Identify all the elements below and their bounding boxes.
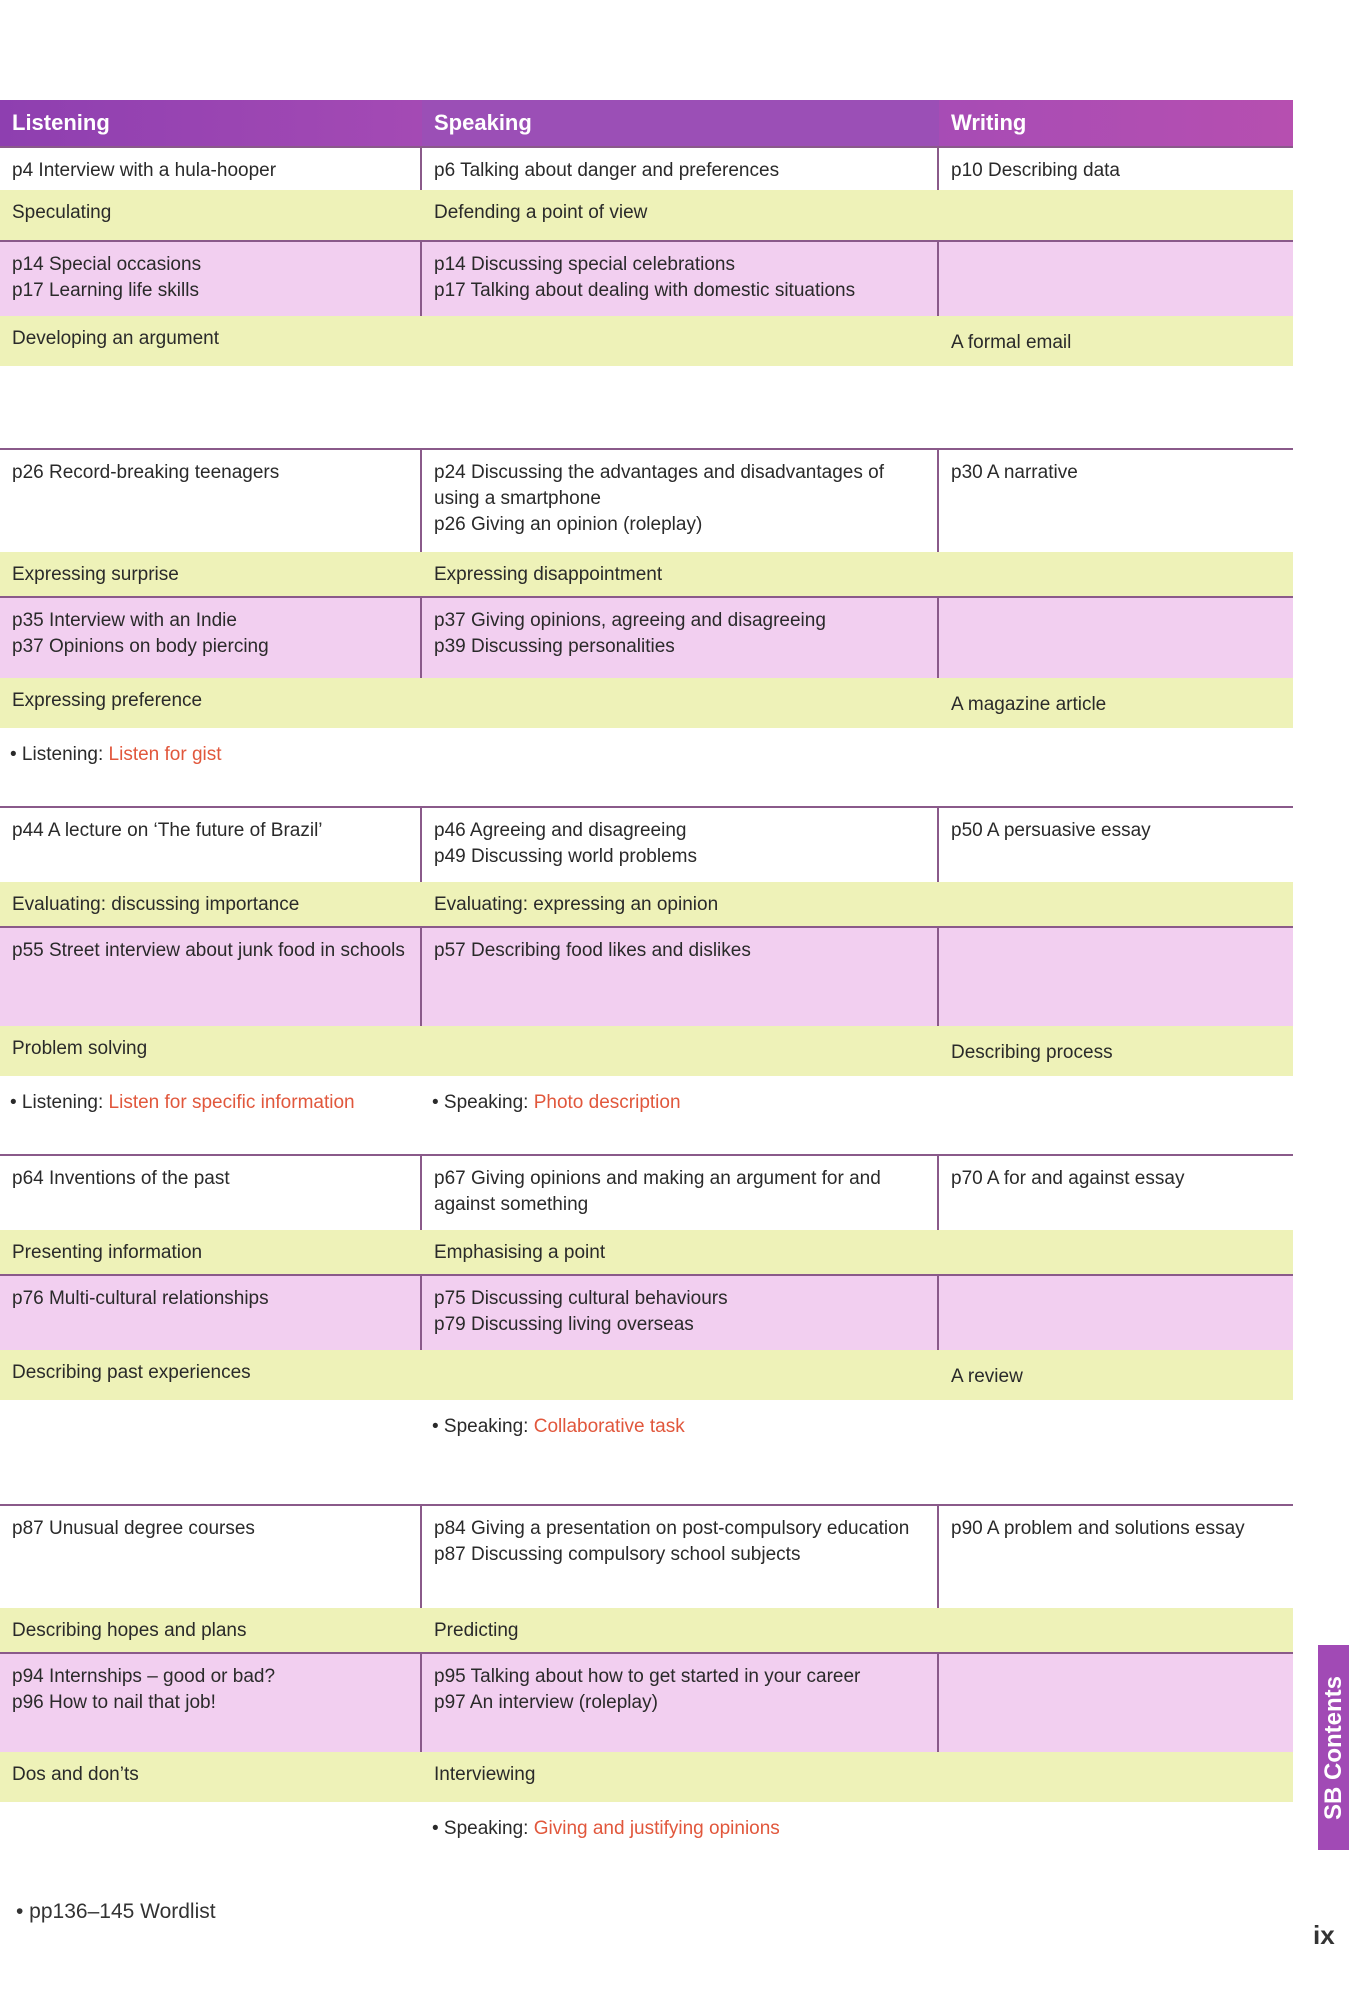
topic-cell	[939, 1504, 1293, 1608]
cell-text: Predicting	[434, 1620, 519, 1641]
topic-cell	[939, 806, 1293, 882]
page-number: ix	[1313, 1920, 1335, 1950]
function-cell	[0, 1752, 422, 1802]
skill-focus-cell	[939, 1076, 1293, 1128]
cell-text: p84 Giving a presentation on post-compulsory education p87 Discussing compulsory school subjects	[434, 1518, 910, 1565]
cell-text: p90 A problem and solutions essay	[951, 1518, 1245, 1539]
cell-text: p70 A for and against essay	[951, 1168, 1185, 1189]
skill-label: • Speaking:	[432, 1416, 534, 1437]
cell-text: Emphasising a point	[434, 1242, 606, 1263]
cell-text: Developing an argument	[12, 328, 220, 349]
topic-cell	[0, 1504, 422, 1608]
cell-text: p35 Interview with an Indie p37 Opinions on body piercing	[12, 610, 269, 657]
cell-text: p44 A lecture on ‘The future of Brazil’	[12, 820, 323, 841]
topic-cell	[0, 1154, 422, 1230]
function-cell	[939, 1026, 1293, 1076]
skill-topic: Giving and justifying opinions	[533, 1818, 780, 1839]
function-cell	[0, 678, 422, 728]
cell-text: p64 Inventions of the past	[12, 1168, 230, 1189]
function-cell	[939, 1752, 1293, 1802]
cell-text: p37 Giving opinions, agreeing and disagreeing p39 Discussing personalities	[434, 610, 826, 657]
cell-text: Interviewing	[434, 1764, 536, 1785]
cell-text: p95 Talking about how to get started in your career p97 An interview (roleplay)	[434, 1666, 861, 1713]
cell-text: Presenting information	[12, 1242, 203, 1263]
cell-text: Dos and don’ts	[12, 1764, 139, 1785]
skill-focus-cell	[422, 1400, 939, 1452]
topic-cell	[0, 146, 422, 190]
function-cell	[422, 1350, 939, 1400]
function-cell	[422, 678, 939, 728]
topic-cell	[422, 1652, 939, 1752]
function-cell	[0, 1608, 422, 1652]
topic-cell	[422, 1504, 939, 1608]
skill-topic: Listen for specific information	[108, 1092, 355, 1113]
cell-text: p67 Giving opinions and making an argument for and against something	[434, 1168, 881, 1215]
column-header-speaking: Speaking	[422, 100, 939, 146]
cell-text: Expressing preference	[12, 690, 203, 711]
topic-cell	[422, 596, 939, 678]
topic-cell	[939, 596, 1293, 678]
function-cell	[0, 316, 422, 366]
cell-text: p75 Discussing cultural behaviours p79 Discussing living overseas	[434, 1288, 728, 1335]
skill-focus-cell	[422, 1076, 939, 1128]
cell-text: Defending a point of view	[434, 202, 648, 223]
topic-cell	[939, 926, 1293, 1026]
cell-text: Expressing surprise	[12, 564, 179, 585]
side-tab-label: SB Contents	[1319, 1675, 1347, 1820]
skill-focus-cell	[422, 1802, 939, 1854]
function-cell	[422, 552, 939, 596]
sb-contents-tab[interactable]	[1318, 1645, 1349, 1850]
function-cell	[422, 1230, 939, 1274]
topic-cell	[0, 240, 422, 316]
function-cell	[0, 552, 422, 596]
cell-text: p26 Record-breaking teenagers	[12, 462, 280, 483]
cell-text: p94 Internships – good or bad? p96 How to nail that job!	[12, 1666, 276, 1713]
function-cell	[939, 1230, 1293, 1274]
skill-label: • Listening:	[10, 1092, 109, 1113]
skill-focus-cell	[939, 1802, 1293, 1854]
function-cell	[422, 1752, 939, 1802]
topic-cell	[422, 448, 939, 552]
function-cell	[0, 882, 422, 926]
section-gap	[0, 780, 1293, 806]
topic-cell	[422, 240, 939, 316]
topic-cell	[0, 806, 422, 882]
cell-text: p14 Special occasions p17 Learning life skills	[12, 254, 202, 301]
cell-text: Evaluating: discussing importance	[12, 894, 300, 915]
topic-cell	[422, 806, 939, 882]
column-header-listening: Listening	[0, 100, 422, 146]
skill-label: • Listening:	[10, 744, 109, 765]
function-cell	[0, 1026, 422, 1076]
skill-topic: Listen for gist	[108, 744, 222, 765]
function-cell	[422, 882, 939, 926]
function-cell	[422, 190, 939, 240]
cell-text: p46 Agreeing and disagreeing p49 Discussing world problems	[434, 820, 697, 867]
skill-topic: Collaborative task	[533, 1416, 685, 1437]
function-cell	[939, 678, 1293, 728]
section-gap	[0, 366, 1293, 448]
wordlist-reference: • pp136–145 Wordlist	[16, 1900, 216, 1923]
function-cell	[939, 1608, 1293, 1652]
skill-label: • Speaking:	[432, 1092, 534, 1113]
skill-focus-cell	[0, 1400, 422, 1452]
cell-text: A magazine article	[951, 694, 1107, 715]
cell-text: Expressing disappointment	[434, 564, 663, 585]
cell-text: p4 Interview with a hula-hooper	[12, 160, 277, 181]
cell-text: p50 A persuasive essay	[951, 820, 1151, 841]
cell-text: A formal email	[951, 332, 1072, 353]
cell-text: p14 Discussing special celebrations p17 Talking about dealing with domestic situations	[434, 254, 856, 301]
topic-cell	[422, 1154, 939, 1230]
cell-text: Describing past experiences	[12, 1362, 251, 1383]
skill-focus-cell	[0, 728, 422, 780]
topic-cell	[0, 596, 422, 678]
cell-text: p10 Describing data	[951, 160, 1120, 181]
topic-cell	[939, 1274, 1293, 1350]
topic-cell	[0, 1652, 422, 1752]
topic-cell	[939, 146, 1293, 190]
cell-text: Evaluating: expressing an opinion	[434, 894, 719, 915]
section-gap	[0, 1128, 1293, 1154]
function-cell	[0, 1230, 422, 1274]
cell-text: Describing hopes and plans	[12, 1620, 247, 1641]
skill-focus-cell	[0, 1076, 422, 1128]
topic-cell	[422, 1274, 939, 1350]
cell-text: A review	[951, 1366, 1023, 1387]
function-cell	[939, 882, 1293, 926]
function-cell	[422, 1026, 939, 1076]
topic-cell	[939, 1652, 1293, 1752]
topic-cell	[939, 1154, 1293, 1230]
skill-topic: Photo description	[533, 1092, 681, 1113]
skill-focus-cell	[939, 728, 1293, 780]
cell-text: Describing process	[951, 1042, 1113, 1063]
function-cell	[939, 552, 1293, 596]
topic-cell	[422, 926, 939, 1026]
function-cell	[0, 190, 422, 240]
cell-text: Problem solving	[12, 1038, 148, 1059]
cell-text: p55 Street interview about junk food in schools	[12, 940, 405, 961]
topic-cell	[0, 448, 422, 552]
topic-cell	[939, 240, 1293, 316]
function-cell	[422, 316, 939, 366]
skill-focus-cell	[422, 728, 939, 780]
cell-text: p24 Discussing the advantages and disadvantages of using a smartphone p26 Giving an opinion (roleplay)	[434, 462, 884, 535]
contents-table	[0, 100, 1293, 1854]
skill-label: • Speaking:	[432, 1818, 534, 1839]
cell-text: p76 Multi-cultural relationships	[12, 1288, 269, 1309]
function-cell	[939, 316, 1293, 366]
topic-cell	[0, 1274, 422, 1350]
function-cell	[939, 1350, 1293, 1400]
cell-text: p30 A narrative	[951, 462, 1078, 483]
function-cell	[422, 1608, 939, 1652]
cell-text: Speculating	[12, 202, 112, 223]
cell-text: p57 Describing food likes and dislikes	[434, 940, 751, 961]
topic-cell	[422, 146, 939, 190]
skill-focus-cell	[0, 1802, 422, 1854]
skill-focus-cell	[939, 1400, 1293, 1452]
column-header-writing: Writing	[939, 100, 1293, 146]
topic-cell	[0, 926, 422, 1026]
topic-cell	[939, 448, 1293, 552]
section-gap	[0, 1452, 1293, 1504]
cell-text: p6 Talking about danger and preferences	[434, 160, 780, 181]
function-cell	[939, 190, 1293, 240]
cell-text: p87 Unusual degree courses	[12, 1518, 255, 1539]
function-cell	[0, 1350, 422, 1400]
